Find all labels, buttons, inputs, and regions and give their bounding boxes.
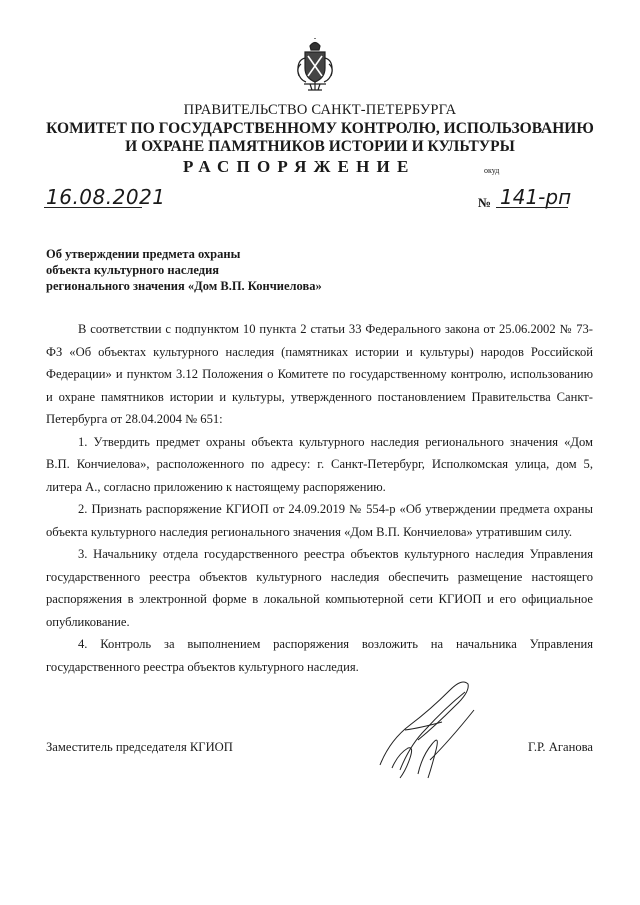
subject-line: регионального значения «Дом В.П. Кончиелова» [46, 279, 322, 293]
signatory-name: Г.Р. Аганова [528, 740, 593, 754]
document-number: 141-рп [500, 185, 572, 209]
signatory-position: Заместитель председателя КГИОП [46, 740, 233, 754]
preamble-paragraph: В соответствии с подпунктом 10 пункта 2 статьи 33 Федерального закона от 25.06.2002 № 73-ФЗ «Об объектах культурного наследия (памятниках истории и культуры) народов Российской Федерации» и пунктом 3.12 Положения о Комитете по государственному контролю, использованию и охране памятников истории и культуры, утвержденного постановлением Правительства Санкт-Петербурга от 28.04.2004 № 651: [46, 322, 593, 426]
number-underline [496, 207, 568, 208]
committee-line-1: КОМИТЕТ ПО ГОСУДАРСТВЕННОМУ КОНТРОЛЮ, ИСПОЛЬЗОВАНИЮ [46, 120, 594, 137]
document-body [46, 318, 593, 678]
document-date: 16.08.2021 [46, 185, 166, 209]
order-item-2: 2. Признать распоряжение КГИОП от 24.09.2019 № 554-р «Об утверждении предмета охраны объекта культурного наследия регионального значения «Дом В.П. Кончиелова» утратившим силу. [46, 502, 593, 539]
order-item-1: 1. Утвердить предмет охраны объекта культурного наследия регионального значения «Дом В.П. Кончиелова», расположенного по адресу: г. Санкт-Петербург, Исполкомская улица, дом 5, литера А., согласно приложению к настоящему распоряжению. [46, 434, 593, 494]
committee-name [0, 120, 640, 156]
subject-line: объекта культурного наследия [46, 263, 220, 277]
signature-icon [370, 670, 488, 782]
committee-line-2: И ОХРАНЕ ПАМЯТНИКОВ ИСТОРИИ И КУЛЬТУРЫ [125, 137, 515, 155]
coat-of-arms-icon [294, 38, 336, 92]
date-underline [44, 207, 142, 208]
order-item-4: 4. Контроль за выполнением распоряжения возложить на начальника Управления государственного реестра объектов культурного наследия. [46, 637, 593, 674]
order-item-3: 3. Начальнику отдела государственного реестра объектов культурного наследия Управления государственного реестра объектов культурного наследия обеспечить размещение настоящего распоряжения в электронной форме в локальной компьютерной сети КГИОП и его официальное опубликование. [46, 547, 593, 629]
government-name: ПРАВИТЕЛЬСТВО САНКТ-ПЕТЕРБУРГА [183, 102, 457, 118]
subject-line: Об утверждении предмета охраны [46, 247, 241, 261]
number-label: № [478, 195, 492, 210]
document-subject [46, 246, 322, 294]
document-type: РАСПОРЯЖЕНИЕ [183, 157, 416, 176]
okud-label: окуд [484, 166, 500, 175]
